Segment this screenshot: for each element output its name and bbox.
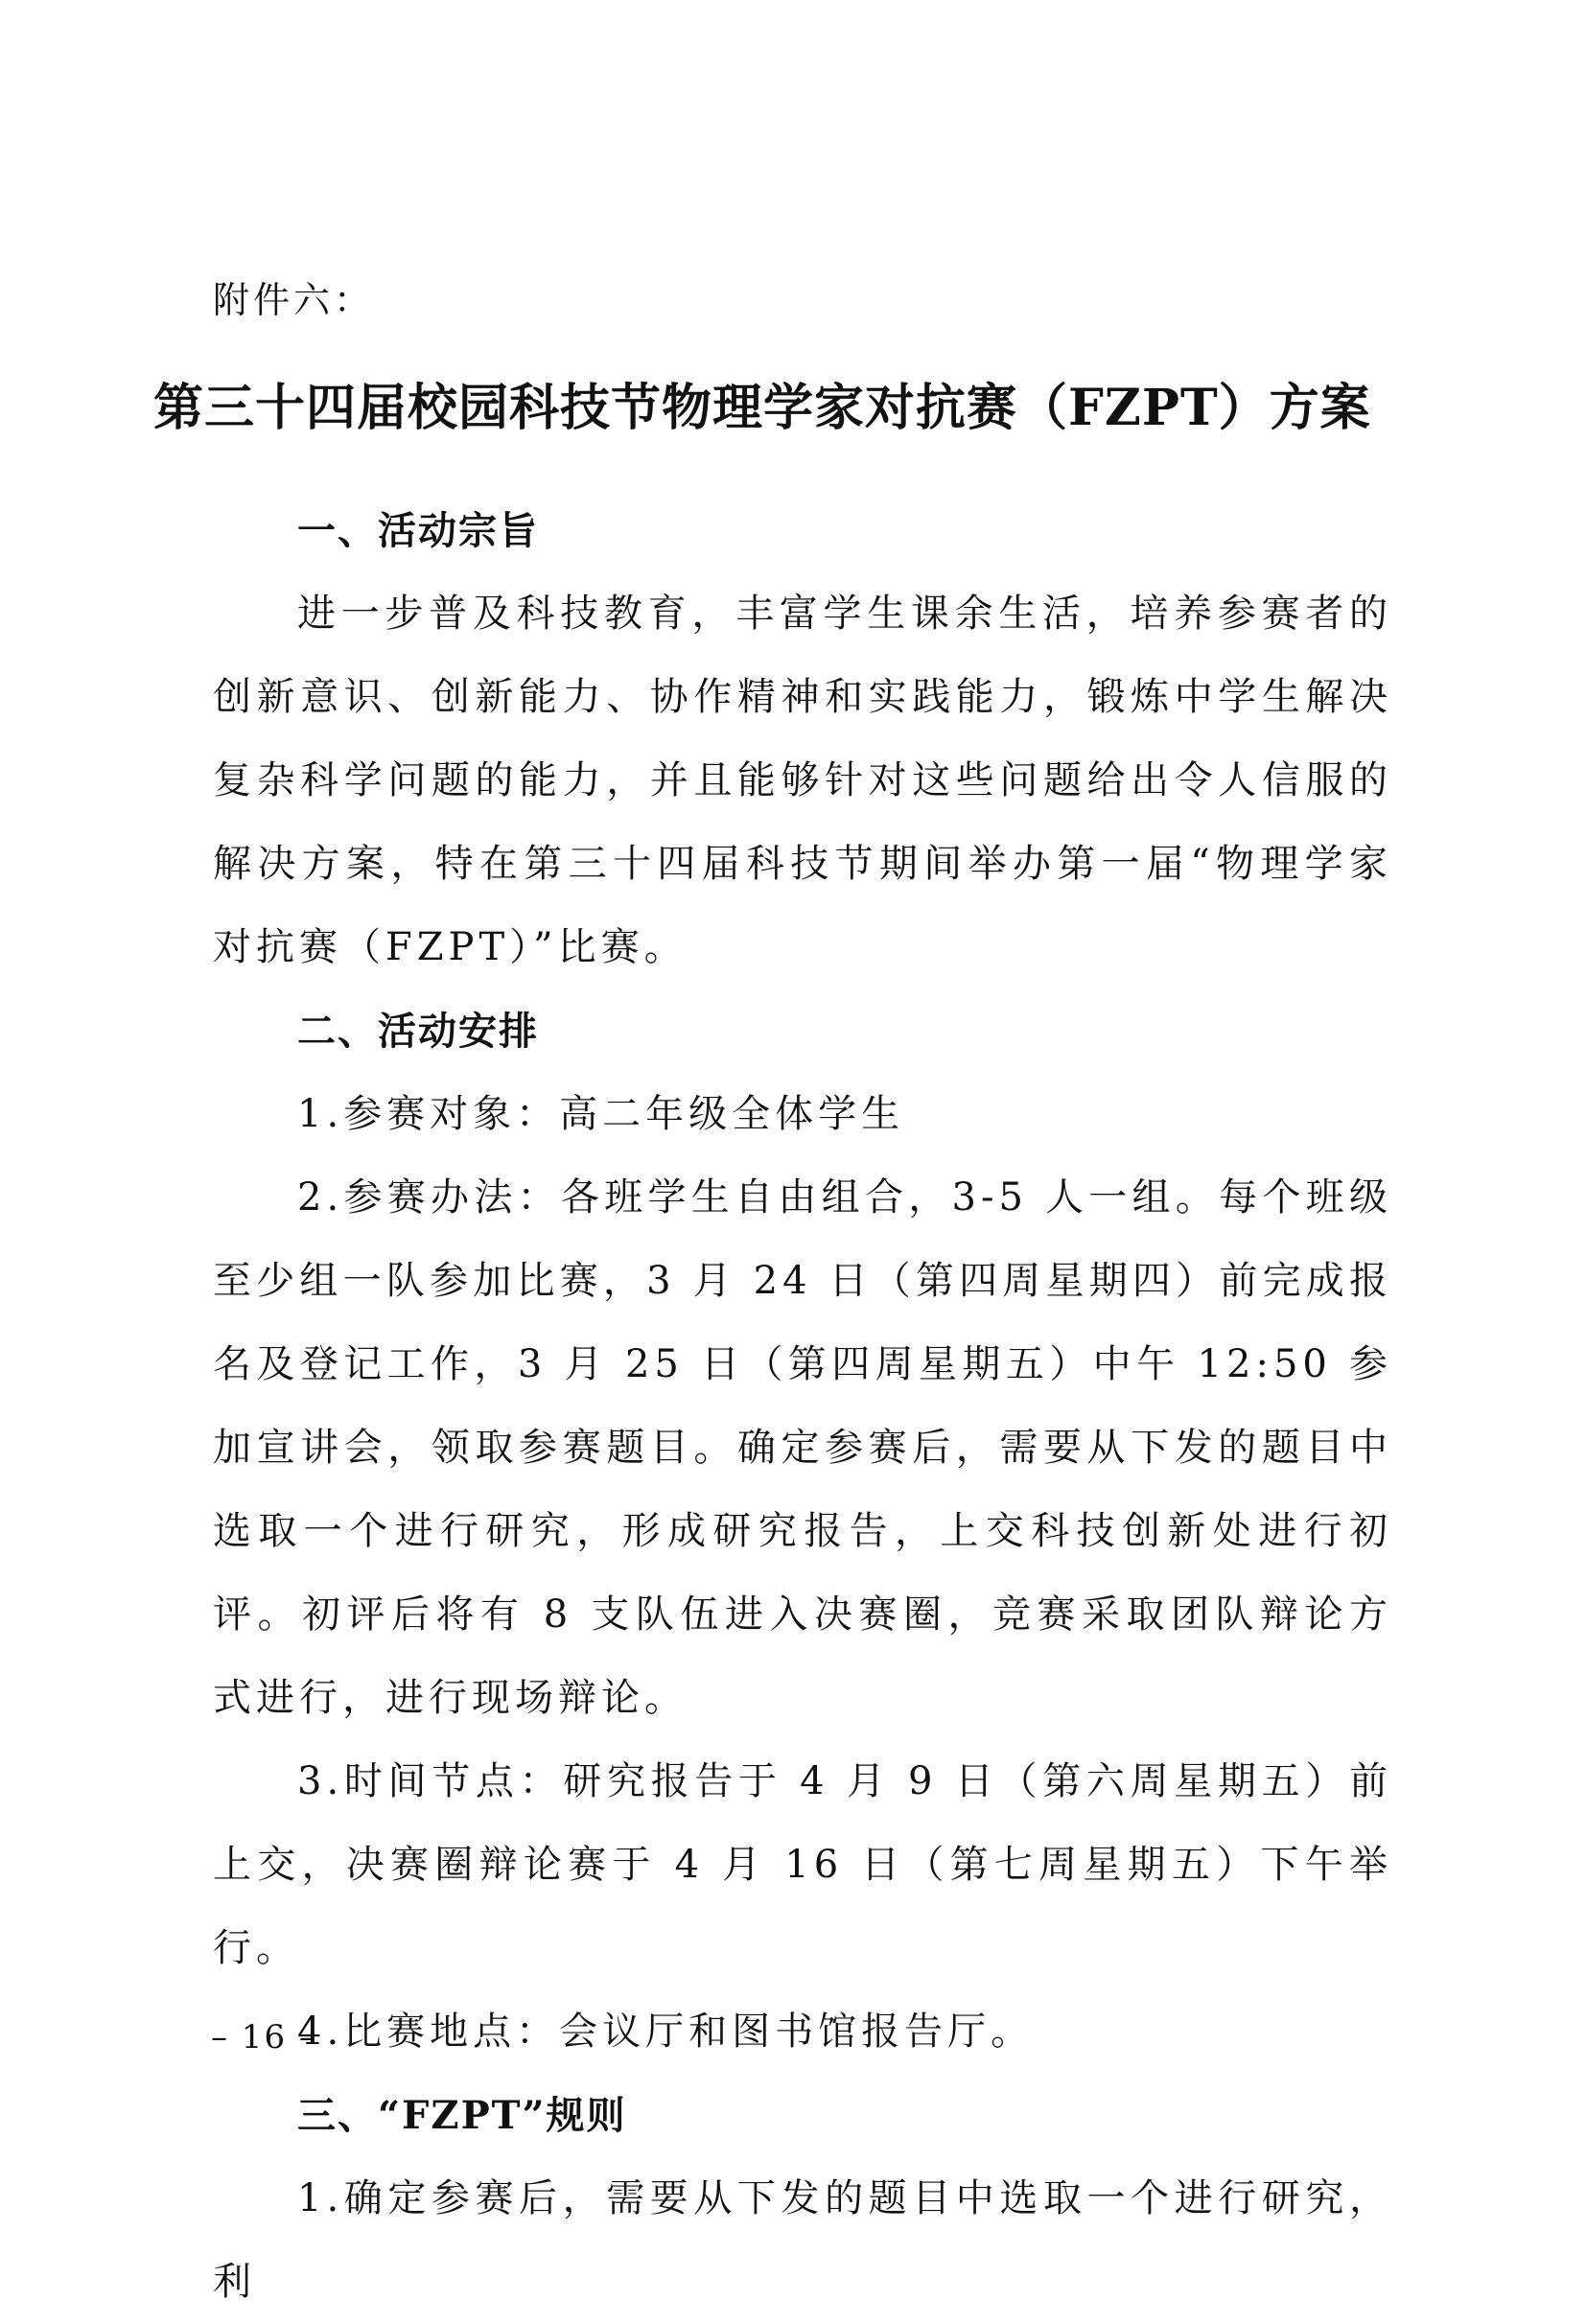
document-title: 第三十四届校园科技节物理学家对抗赛（FZPT）方案 bbox=[153, 379, 1371, 437]
arrangement-item-participants: 1.参赛对象：高二年级全体学生 bbox=[297, 1092, 905, 1136]
arrangement-item-venue: 4.比赛地点：会议厅和图书馆报告厅。 bbox=[297, 2010, 1035, 2054]
section-heading-rules: 三、“FZPT”规则 bbox=[297, 2093, 627, 2138]
section-heading-arrangement: 二、活动安排 bbox=[297, 1009, 539, 1054]
page-number: – 16 – bbox=[211, 2018, 317, 2057]
arrangement-item-method: 2.参赛办法：各班学生自由组合，3-5 人一组。每个班级至少组一队参加比赛，3 月 24 日（第四周星期四）前完成报名及登记工作，3 月 25 日（第四周星期五）中午 12:50 参加宣讲会，领取参赛题目。确定参赛后，需要从下发的题目中选取一个进行研究，形成研究报告，上交科技创新处进行初评。初评后将有 8 支队伍进入决赛圈，竞赛采取团队辩论方式进行，进行现场辩论。 bbox=[213, 1175, 1392, 1720]
document-body bbox=[213, 489, 1392, 2324]
rules-item-1: 1.确定参赛后，需要从下发的题目中选取一个进行研究，利 bbox=[213, 2176, 1392, 2304]
purpose-paragraph: 进一步普及科技教育，丰富学生课余生活，培养参赛者的创新意识、创新能力、协作精神和实践能力，锻炼中学生解决复杂科学问题的能力，并且能够针对这些问题给出令人信服的解决方案，特在第三十四届科技节期间举办第一届“物理学家对抗赛（FZPT）”比赛。 bbox=[213, 592, 1392, 969]
section-heading-purpose: 一、活动宗旨 bbox=[297, 508, 539, 553]
attachment-label: 附件六： bbox=[213, 279, 375, 321]
arrangement-item-schedule: 3.时间节点：研究报告于 4 月 9 日（第六周星期五）前上交，决赛圈辩论赛于 4 月 16 日（第七周星期五）下午举行。 bbox=[213, 1759, 1392, 1970]
